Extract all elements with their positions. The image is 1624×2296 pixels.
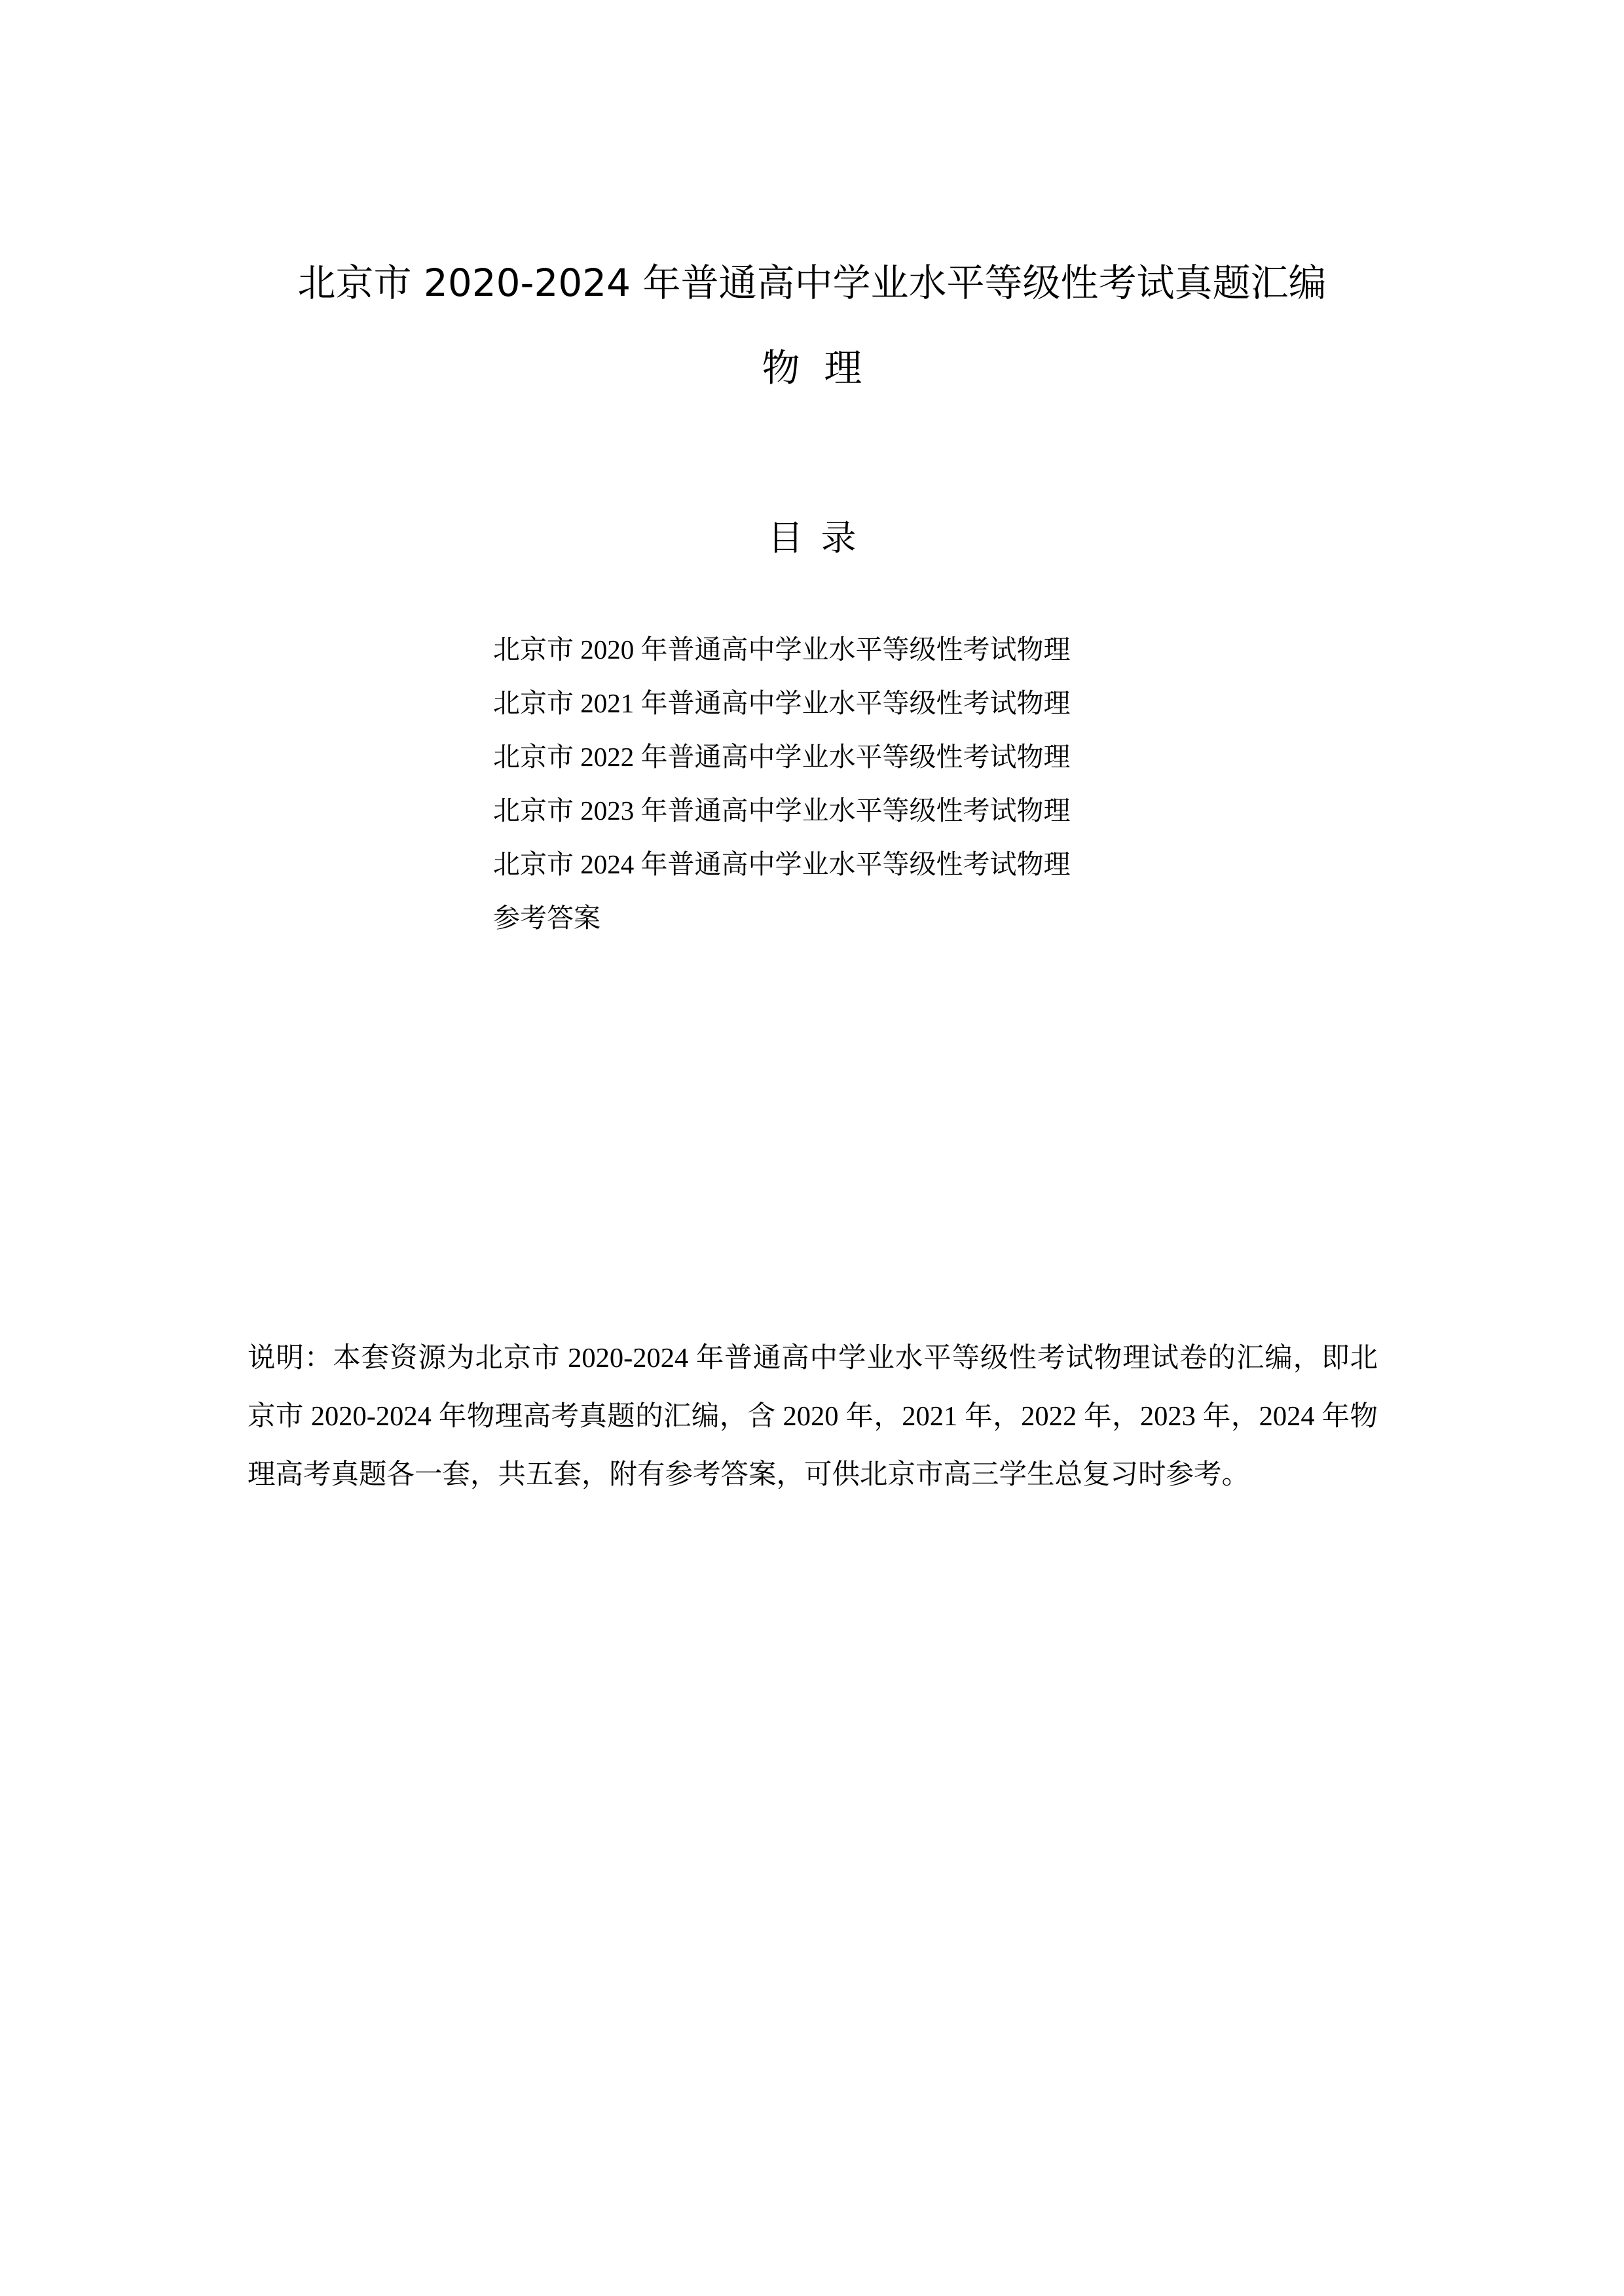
toc-item-2024[interactable]: 北京市 2024 年普通高中学业水平等级性考试物理: [493, 849, 1071, 879]
table-of-contents: [493, 630, 1071, 952]
description-paragraph: 说明：本套资源为北京市 2020-2024 年普通高中学业水平等级性考试物理试卷的汇编，即北京市 2020-2024 年物理高考真题的汇编，含 2020 年，2021 年，2022 年，2023 年，2024 年物理高考真题各一套，共五套，附有参考答案，可供北京市高三学生总复习时参考。: [248, 1343, 1378, 1490]
toc-item-2020[interactable]: 北京市 2020 年普通高中学业水平等级性考试物理: [493, 634, 1071, 665]
document-subject: 物 理: [762, 346, 862, 390]
toc-item-2023[interactable]: 北京市 2023 年普通高中学业水平等级性考试物理: [493, 795, 1071, 826]
document-title: 北京市 2020-2024 年普通高中学业水平等级性考试真题汇编: [297, 261, 1327, 305]
toc-item-answers[interactable]: 参考答案: [493, 903, 600, 933]
toc-item-2022[interactable]: 北京市 2022 年普通高中学业水平等级性考试物理: [493, 742, 1071, 772]
toc-item-2021[interactable]: 北京市 2021 年普通高中学业水平等级性考试物理: [493, 688, 1071, 718]
toc-heading: 目 录: [767, 519, 857, 558]
